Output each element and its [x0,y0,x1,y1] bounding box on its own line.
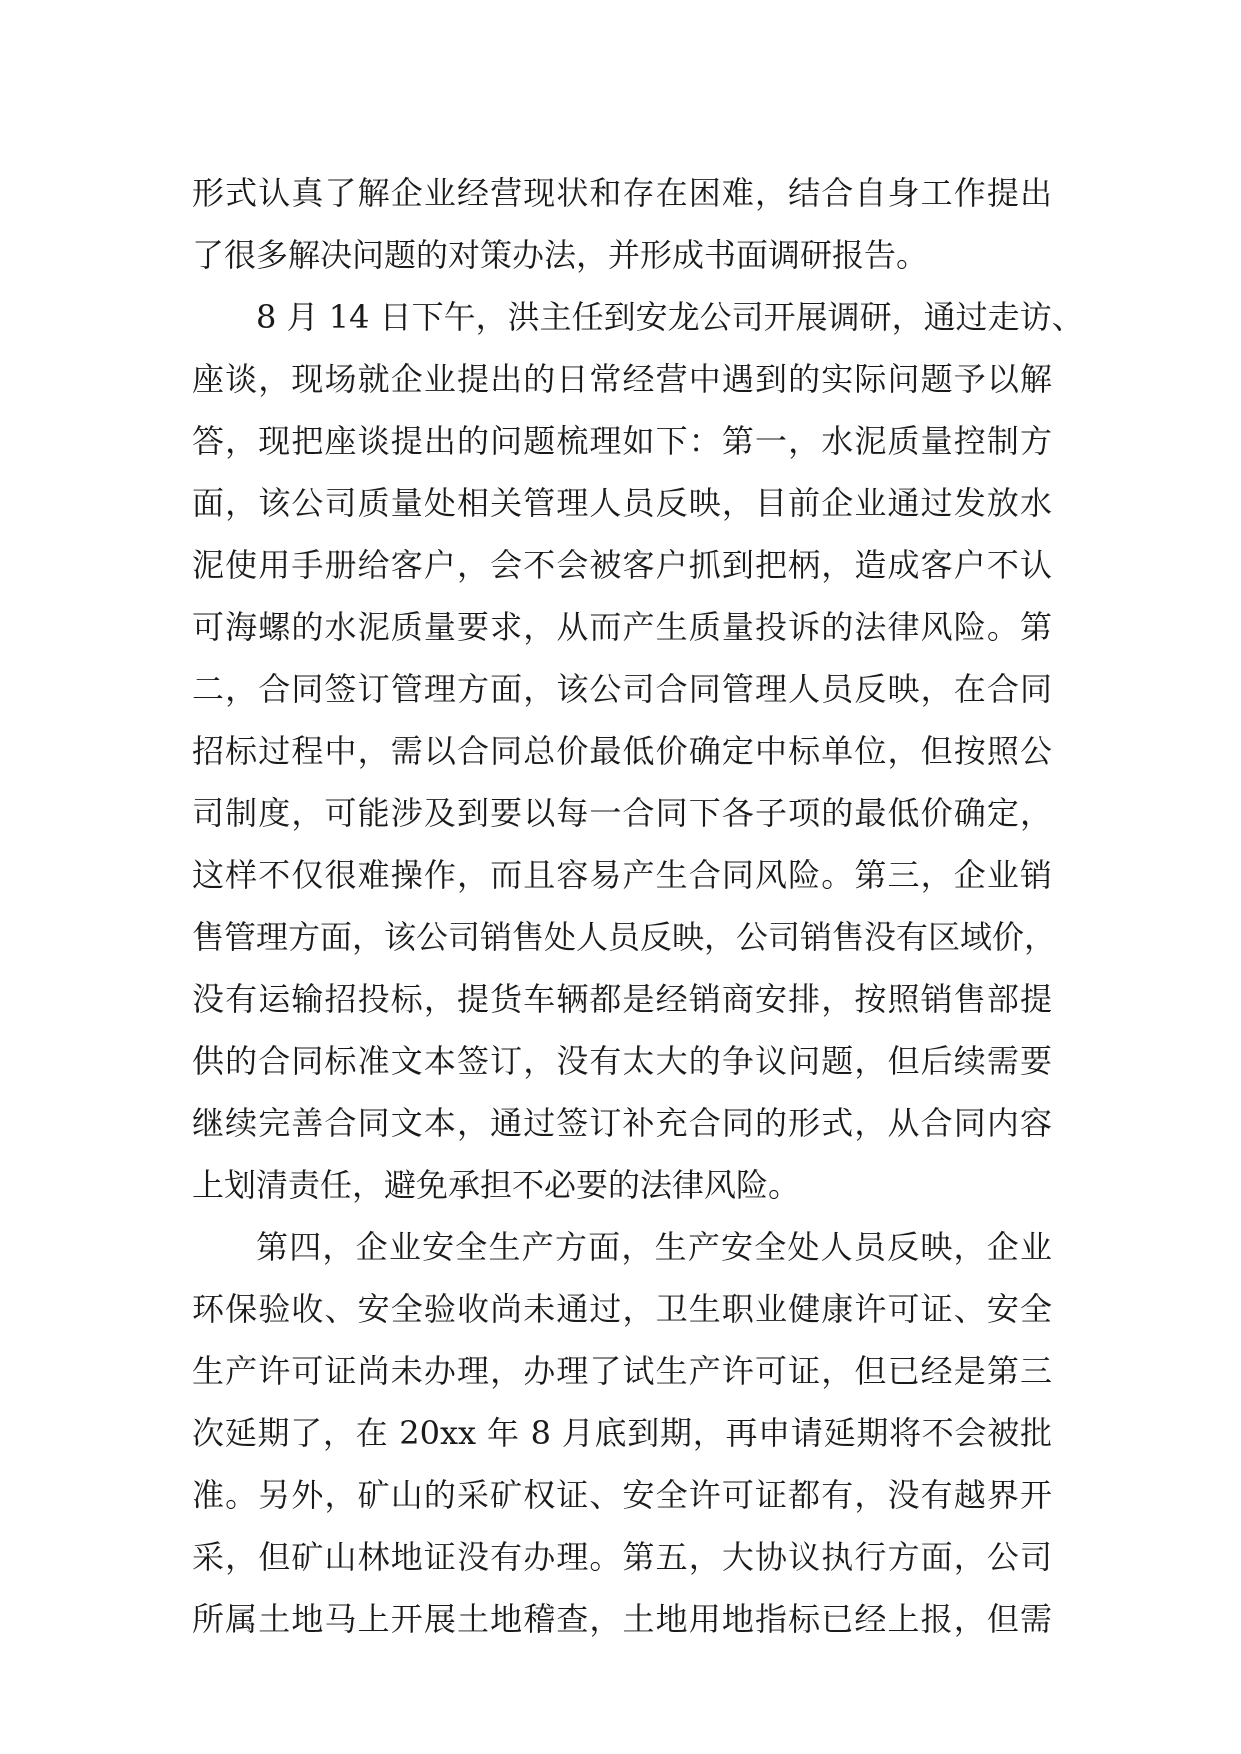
text-line: 环保验收、安全验收尚未通过，卫生职业健康许可证、安全 [192,1290,1052,1328]
text-line: 答，现把座谈提出的问题梳理如下：第一，水泥质量控制方 [192,422,1052,460]
text-line: 泥使用手册给客户，会不会被客户抓到把柄，造成客户不认 [192,546,1052,584]
text-line: 可海螺的水泥质量要求，从而产生质量投诉的法律风险。第 [192,608,1052,646]
text-line: 上划清责任，避免承担不必要的法律风险。 [192,1166,801,1204]
text-line: 了很多解决问题的对策办法，并形成书面调研报告。 [192,236,929,274]
text-line: 所属土地马上开展土地稽查，土地用地指标已经上报，但需 [192,1600,1052,1638]
paragraph-3 [192,1216,1052,1650]
text-line: 没有运输招投标，提货车辆都是经销商安排，按照销售部提 [192,980,1052,1018]
text-line: 供的合同标准文本签订，没有太大的争议问题，但后续需要 [192,1042,1052,1080]
text-line: 面，该公司质量处相关管理人员反映，目前企业通过发放水 [192,484,1052,522]
text-line: 生产许可证尚未办理，办理了试生产许可证，但已经是第三 [192,1352,1052,1390]
text-line: 次延期了，在 20xx 年 8 月底到期，再申请延期将不会被批 [192,1414,1052,1452]
text-line: 第四，企业安全生产方面，生产安全处人员反映，企业 [256,1228,1052,1266]
text-line: 座谈，现场就企业提出的日常经营中遇到的实际问题予以解 [192,360,1052,398]
text-line: 二，合同签订管理方面，该公司合同管理人员反映，在合同 [192,670,1052,708]
text-line: 形式认真了解企业经营现状和存在困难，结合自身工作提出 [192,174,1052,212]
paragraph-2 [192,286,1084,1216]
text-line: 8 月 14 日下午，洪主任到安龙公司开展调研，通过走访、 [256,298,1084,336]
paragraph-1 [192,162,1052,286]
text-line: 这样不仅很难操作，而且容易产生合同风险。第三，企业销 [192,856,1052,894]
text-line: 司制度，可能涉及到要以每一合同下各子项的最低价确定， [192,794,1052,832]
text-line: 采，但矿山林地证没有办理。第五，大协议执行方面，公司 [192,1538,1052,1576]
text-line: 招标过程中，需以合同总价最低价确定中标单位，但按照公 [192,732,1052,770]
text-line: 准。另外，矿山的采矿权证、安全许可证都有，没有越界开 [192,1476,1052,1514]
text-line: 继续完善合同文本，通过签订补充合同的形式，从合同内容 [192,1104,1052,1142]
document-body [192,162,1084,1650]
text-line: 售管理方面，该公司销售处人员反映，公司销售没有区域价， [192,918,1057,956]
